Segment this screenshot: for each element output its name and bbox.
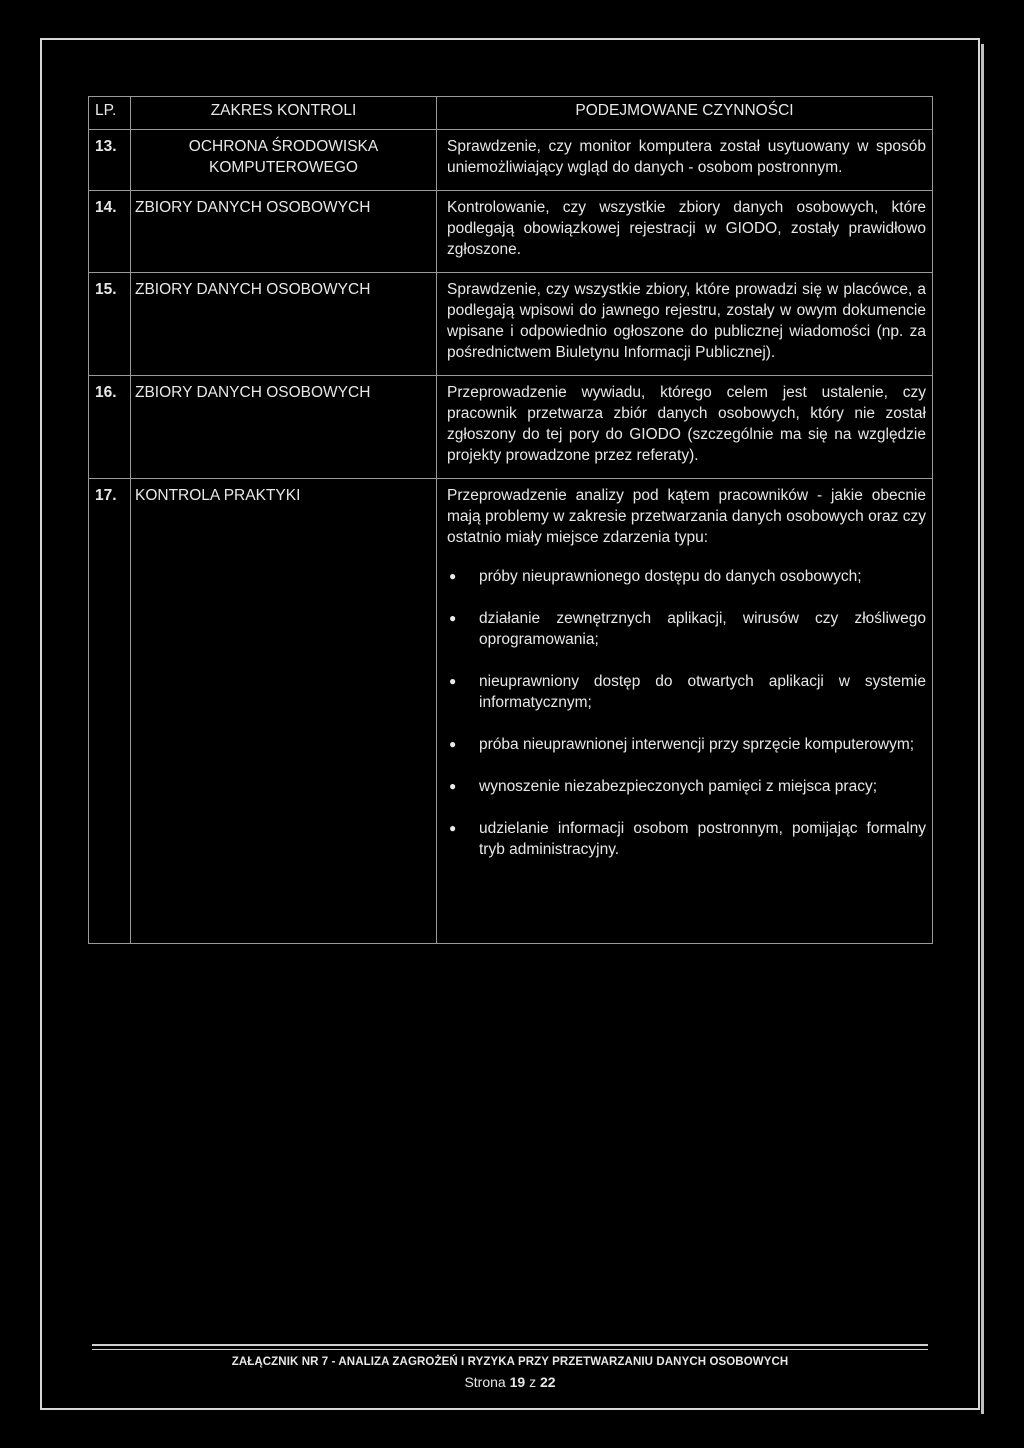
row-action: [437, 479, 933, 944]
row-scope: ZBIORY DANYCH OSOBOWYCH: [131, 191, 437, 273]
row-number: 14.: [89, 191, 131, 273]
page-number: [92, 1374, 928, 1390]
page-current: 19: [509, 1374, 526, 1390]
table-row: [89, 130, 933, 191]
list-item: ● udzielanie informacji osobom postronnym, pomijając formalny tryb administracyjny.: [479, 818, 926, 860]
incident-list: [447, 566, 926, 860]
list-item: ● próba nieuprawnionej interwencji przy sprzęcie komputerowym;: [479, 734, 926, 755]
row-scope: ZBIORY DANYCH OSOBOWYCH: [131, 376, 437, 479]
list-item: ● nieuprawniony dostęp do otwartych aplikacji w systemie informatycznym;: [479, 671, 926, 713]
table-row: [89, 191, 933, 273]
row-number: 17.: [89, 479, 131, 944]
row-scope: KONTROLA PRAKTYKI: [131, 479, 437, 944]
table-header-row: [89, 97, 933, 130]
table-row: [89, 273, 933, 376]
row-number: 15.: [89, 273, 131, 376]
header-czynnosci: PODEJMOWANE CZYNNOŚCI: [437, 97, 933, 130]
row-action-intro: Przeprowadzenie analizy pod kątem pracowników - jakie obecnie mają problemy w zakresie przetwarzania danych osobowych oraz czy ostatnio miały miejsce zdarzenia typu:: [447, 487, 926, 546]
header-lp: LP.: [89, 97, 131, 130]
table-row: [89, 376, 933, 479]
row-scope: ZBIORY DANYCH OSOBOWYCH: [131, 273, 437, 376]
list-item: ● wynoszenie niezabezpieczonych pamięci z miejsca pracy;: [479, 776, 926, 797]
row-action: Przeprowadzenie wywiadu, którego celem jest ustalenie, czy pracownik przetwarza zbiór danych osobowych, który nie został zgłoszony do tej pory do GIODO (szczególnie ma się na względzie projekty prowadzone przez referaty).: [437, 376, 933, 479]
row-number: 13.: [89, 130, 131, 191]
list-item: ● próby nieuprawnionego dostępu do danych osobowych;: [479, 566, 926, 587]
header-zakres: ZAKRES KONTROLI: [131, 97, 437, 130]
table-row: [89, 479, 933, 944]
row-number: 16.: [89, 376, 131, 479]
row-action: Kontrolowanie, czy wszystkie zbiory danych osobowych, które podlegają obowiązkowej rejestracji w GIODO, zostały prawidłowo zgłoszone.: [437, 191, 933, 273]
row-action: Sprawdzenie, czy monitor komputera został usytuowany w sposób uniemożliwiający wgląd do danych - osobom postronnym.: [437, 130, 933, 191]
control-table: [88, 96, 933, 944]
page-total: 22: [539, 1374, 556, 1390]
list-item: ● działanie zewnętrznych aplikacji, wirusów czy złośliwego oprogramowania;: [479, 608, 926, 650]
row-scope: OCHRONA ŚRODOWISKA KOMPUTEROWEGO: [131, 130, 437, 191]
footer-rule: [92, 1344, 928, 1350]
page-prefix: Strona: [464, 1374, 506, 1390]
page-separator: z: [529, 1374, 537, 1390]
footer-title: ZAŁĄCZNIK NR 7 - ANALIZA ZAGROŻEŃ I RYZYKA PRZY PRZETWARZANIU DANYCH OSOBOWYCH: [231, 1356, 789, 1368]
row-action: Sprawdzenie, czy wszystkie zbiory, które prowadzi się w placówce, a podlegają wpisowi do jawnego rejestru, zostały w owym dokumencie wpisane i odpowiednio ogłoszone do publicznej wiadomości (np. za pośrednictwem Biuletynu Informacji Publicznej).: [437, 273, 933, 376]
